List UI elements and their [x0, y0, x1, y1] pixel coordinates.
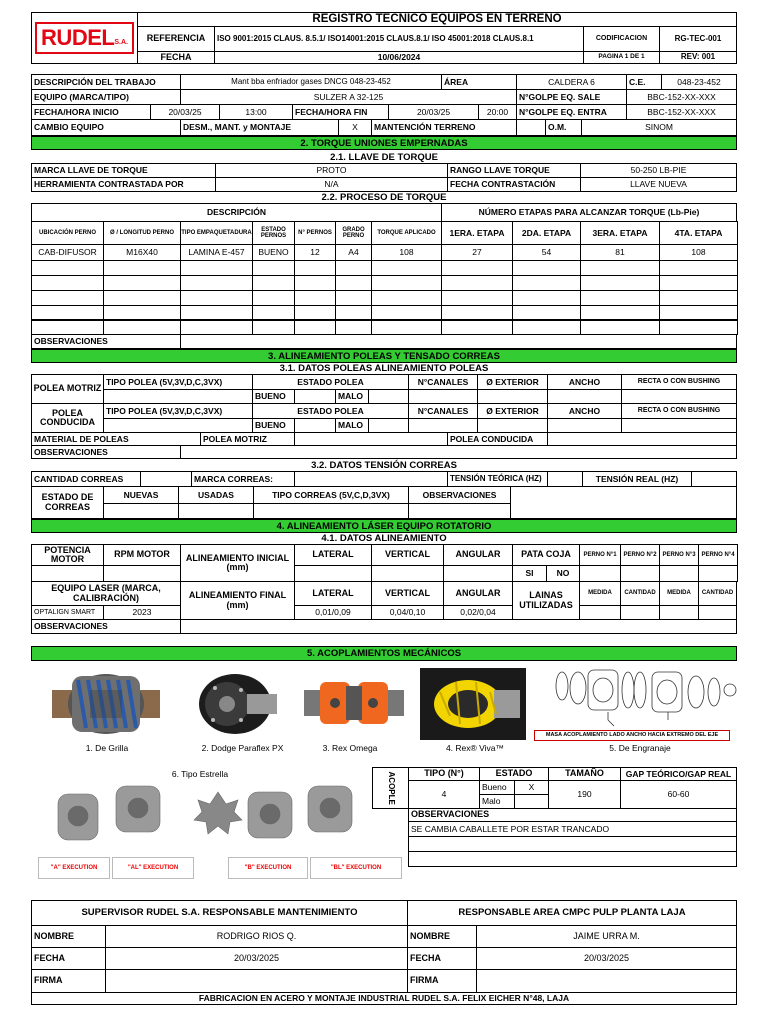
section-5-title: 5. ACOPLAMIENTOS MECÁNICOS [31, 646, 737, 661]
cod-value: RG-TEC-001 [659, 26, 737, 52]
mant-label: MANTENCIÓN TERRENO [371, 119, 517, 136]
inicio-fecha: 20/03/25 [150, 104, 220, 120]
torque-col-8: 2DA. ETAPA [512, 221, 581, 245]
gear-coupling-drawing [548, 662, 738, 732]
resp-nombre-value: JAIME URRA M. [476, 925, 737, 948]
obs-correas-blank[interactable] [408, 503, 511, 519]
logo-box [31, 12, 138, 64]
ref-label: REFERENCIA [137, 26, 215, 52]
cod-label: CODIFICACION [583, 26, 660, 52]
bueno-c-mark[interactable] [294, 418, 336, 433]
tipo-polea-m: TIPO POLEA (5V,3V,D,C,3VX) [103, 374, 253, 390]
desc-value: Mant bba enfriador gases DNCG 048-23-452 [180, 74, 442, 90]
torque-empty-cell[interactable] [31, 319, 104, 335]
obs-5-value: SE CAMBIA CABALLETE POR ESTAR TRANCADO [408, 821, 737, 837]
laser-year: 2023 [103, 605, 181, 620]
torque-empty-cell[interactable] [335, 319, 372, 335]
torque-col-9: 3ERA. ETAPA [580, 221, 660, 245]
torque-empty-cell[interactable] [512, 260, 581, 276]
exterior-m: Ø EXTERIOR [477, 374, 548, 390]
tipo-header: TIPO (N°) [408, 767, 480, 781]
ancho-c: ANCHO [547, 403, 622, 419]
estado-header: ESTADO [479, 767, 549, 781]
torque-empty-cell[interactable] [580, 275, 660, 291]
ref-value: ISO 9001:2015 CLAUS. 8.5.1/ ISO14001:2015 CLAUS.8.1/ ISO 45001:2018 CLAUS.8.1 [214, 26, 584, 52]
acople-label-text: ACOPLE [386, 771, 396, 805]
perno-value-1[interactable] [579, 565, 621, 582]
torque-empty-cell[interactable] [371, 319, 442, 335]
nuevas-label: NUEVAS [103, 486, 179, 504]
star-coupling-image [40, 782, 370, 850]
inicio-hora: 13:00 [219, 104, 293, 120]
torque-empty-cell[interactable] [335, 275, 372, 291]
obs-correas-label: OBSERVACIONES [408, 486, 511, 504]
torque-empty-cell[interactable] [441, 275, 513, 291]
recta-m: RECTA O CON BUSHING [621, 374, 737, 390]
gap-value: 60-60 [620, 780, 737, 809]
grid-coupling-image [52, 670, 160, 738]
pagina: PAGINA 1 DE 1 [583, 51, 660, 64]
estado-correas-label: ESTADO DE CORREAS [31, 486, 104, 519]
equipo-label: EQUIPO (MARCA/TIPO) [31, 89, 181, 105]
bueno-mark: X [514, 780, 549, 795]
rpm-value[interactable] [103, 565, 181, 582]
torque-cell-0: CAB-DIFUSOR [31, 244, 104, 261]
marca-correas-label: MARCA CORREAS: [191, 471, 295, 487]
rev: REV: 001 [659, 51, 737, 64]
torque-empty-cell[interactable] [580, 290, 660, 306]
bueno-label: Bueno [479, 780, 515, 795]
cantidad-1-value[interactable] [620, 605, 660, 620]
torque-cell-3: BUENO [252, 244, 295, 261]
usadas-value[interactable] [178, 503, 254, 519]
ancho-m: ANCHO [547, 374, 622, 390]
tipo-polea-c-value[interactable] [103, 418, 253, 433]
polea-conducida-label: POLEA CONDUCIDA [31, 403, 104, 433]
recta-c-value[interactable] [621, 418, 737, 433]
torque-empty-cell[interactable] [659, 260, 738, 276]
obs-2-value[interactable] [180, 334, 737, 349]
torque-empty-cell[interactable] [512, 319, 581, 335]
perno-value-4[interactable] [698, 565, 738, 582]
coupling-4-caption: 4. Rex® Viva™ [445, 743, 505, 753]
malo-label: Malo [479, 794, 515, 809]
exterior-c: Ø EXTERIOR [477, 403, 548, 419]
ce-label: C.E. [626, 74, 662, 90]
fcontr-label: FECHA CONTRASTACIÓN [447, 177, 581, 192]
obs-4-label: OBSERVACIONES [31, 619, 181, 634]
desc-header: DESCRIPCIÓN [31, 203, 442, 222]
ali-fin-label: ALINEAMIENTO FINAL (mm) [180, 581, 295, 620]
torque-empty-cell[interactable] [31, 290, 104, 306]
potencia-value[interactable] [31, 565, 104, 582]
tipo-value: 4 [408, 780, 480, 809]
rex-omega-coupling-image [300, 672, 408, 736]
sup-firma-label: FIRMA [31, 969, 106, 993]
torque-cell-7: 27 [441, 244, 513, 261]
laser-label: EQUIPO LASER (MARCA, CALIBRACIÓN) [31, 581, 181, 606]
tipo-polea-m-value[interactable] [103, 389, 253, 404]
footer: FABRICACION EN ACERO Y MONTAJE INDUSTRIAL RUDEL S.A. FELIX EICHER N°48, LAJA [31, 992, 737, 1005]
exec-b: "B" EXECUTION [228, 857, 308, 879]
rango-value: 50-250 LB-PIE [580, 163, 737, 178]
tamano-header: TAMAÑO [548, 767, 621, 781]
medida-2-value[interactable] [659, 605, 699, 620]
section-2-title: 2. TORQUE UNIONES EMPERNADAS [31, 136, 737, 150]
obs-correas-value[interactable] [510, 486, 737, 519]
obs-5-label: OBSERVACIONES [408, 808, 737, 822]
pc-value[interactable] [547, 432, 737, 446]
medida-1-value[interactable] [579, 605, 621, 620]
torque-cell-10: 108 [659, 244, 738, 261]
perno-value-3[interactable] [659, 565, 699, 582]
fin-label: FECHA/HORA FIN [292, 104, 389, 120]
angular-fin-value: 0,02/0,04 [443, 605, 513, 620]
torque-empty-cell[interactable] [441, 319, 513, 335]
tamano-value: 190 [548, 780, 621, 809]
torque-cell-5: A4 [335, 244, 372, 261]
torque-empty-cell[interactable] [103, 290, 181, 306]
golpe-entra-value: BBC-152-XX-XXX [626, 104, 737, 120]
rpm-label: RPM MOTOR [103, 544, 181, 566]
sup-nombre-label: NOMBRE [31, 925, 106, 948]
vertical-fin-value: 0,04/0,10 [371, 605, 444, 620]
canales-m-value[interactable] [408, 389, 478, 404]
sup-firma-value[interactable] [105, 969, 408, 993]
resp-firma-label: FIRMA [407, 969, 477, 993]
obs-4-value[interactable] [180, 619, 737, 634]
malo-mark[interactable] [514, 794, 549, 809]
exec-al: "AL" EXECUTION [112, 857, 194, 879]
form-title: REGISTRO TÉCNICO EQUIPOS EN TERRENO [137, 12, 737, 27]
area-label: ÁREA [441, 74, 517, 90]
tteo-label: TENSIÓN TEÓRICA (HZ) [447, 471, 548, 487]
tipo-polea-c: TIPO POLEA (5V,3V,D,C,3VX) [103, 403, 253, 419]
tipo-correas-label: TIPO CORREAS (5V,C,D,3VX) [253, 486, 409, 504]
si-label: SI [512, 565, 547, 582]
lateral-ini-label: LATERAL [294, 544, 372, 566]
fecha-value: 10/06/2024 [214, 51, 584, 64]
angular-fin-label: ANGULAR [443, 581, 513, 606]
section-3-title: 3. ALINEAMIENTO POLEAS Y TENSADO CORREAS [31, 349, 737, 363]
medida-1: MEDIDA [579, 581, 621, 606]
fin-hora: 20:00 [478, 104, 517, 120]
torque-col-10: 4TA. ETAPA [659, 221, 738, 245]
torque-empty-cell[interactable] [512, 290, 581, 306]
torque-empty-cell[interactable] [252, 260, 295, 276]
supervisor-title: SUPERVISOR RUDEL S.A. RESPONSABLE MANTENIMIENTO [31, 900, 408, 926]
perno-header-1: PERNO N°1 [579, 544, 621, 566]
coupling-3-caption: 3. Rex Omega [322, 743, 378, 753]
bueno-m: BUENO [252, 389, 295, 404]
sup-fecha-value: 20/03/2025 [105, 947, 408, 970]
torque-empty-cell[interactable] [31, 275, 104, 291]
torque-empty-cell[interactable] [335, 260, 372, 276]
pm-label: POLEA MOTRIZ [200, 432, 295, 446]
section-4-1-title: 4.1. DATOS ALINEAMIENTO [321, 533, 447, 544]
torque-empty-cell[interactable] [441, 290, 513, 306]
inicio-label: FECHA/HORA INICIO [31, 104, 151, 120]
resp-firma-value[interactable] [476, 969, 737, 993]
tteo-value[interactable] [547, 471, 583, 487]
canales-m: N°CANALES [408, 374, 478, 390]
masa-note: MASA ACOPLAMIENTO LADO ANCHO HACIA EXTREMO DEL EJE [534, 730, 730, 741]
torque-cell-8: 54 [512, 244, 581, 261]
recta-m-value[interactable] [621, 389, 737, 404]
golpe-entra-label: N°GOLPE EQ. ENTRA [516, 104, 627, 120]
logo-text: RUDEL [41, 25, 115, 51]
desc-label: DESCRIPCIÓN DEL TRABAJO [31, 74, 181, 90]
resp-nombre-label: NOMBRE [407, 925, 477, 948]
torque-col-6: TORQUE APLICADO [371, 221, 442, 245]
torque-empty-cell[interactable] [294, 319, 336, 335]
perno-value-2[interactable] [620, 565, 660, 582]
lainas-label: LAINAS UTILIZADAS [512, 581, 580, 620]
rango-label: RANGO LLAVE TORQUE [447, 163, 581, 178]
torque-cell-4: 12 [294, 244, 336, 261]
torque-col-0: UBICACIÓN PERNO [31, 221, 104, 245]
golpe-sale-value: BBC-152-XX-XXX [626, 89, 737, 105]
canales-c: N°CANALES [408, 403, 478, 419]
torque-empty-cell[interactable] [252, 319, 295, 335]
torque-empty-cell[interactable] [659, 275, 738, 291]
cant-correas-label: CANTIDAD CORREAS [31, 471, 141, 487]
pata-coja-label: PATA COJA [512, 544, 580, 566]
torque-empty-cell[interactable] [335, 290, 372, 306]
torque-empty-cell[interactable] [252, 290, 295, 306]
canales-c-value[interactable] [408, 418, 478, 433]
ce-value: 048-23-452 [661, 74, 737, 90]
obs-3-value[interactable] [180, 445, 737, 459]
paraflex-coupling-image [185, 670, 285, 738]
angular-ini-value[interactable] [443, 565, 513, 582]
resp-fecha-label: FECHA [407, 947, 477, 970]
fecha-label: FECHA [137, 51, 215, 64]
golpe-sale-label: N°GOLPE EQ. SALE [516, 89, 627, 105]
gap-header: GAP TEÓRICO/GAP REAL [620, 767, 737, 781]
ancho-c-value[interactable] [547, 418, 622, 433]
cambio-label: CAMBIO EQUIPO [31, 119, 181, 136]
vertical-ini-label: VERTICAL [371, 544, 444, 566]
treal-value[interactable] [691, 471, 737, 487]
torque-empty-cell[interactable] [371, 275, 442, 291]
rudel-logo [35, 22, 134, 53]
vertical-fin-label: VERTICAL [371, 581, 444, 606]
medida-2: MEDIDA [659, 581, 699, 606]
torque-empty-cell[interactable] [580, 260, 660, 276]
torque-empty-cell[interactable] [180, 275, 253, 291]
torque-cell-6: 108 [371, 244, 442, 261]
bueno-m-mark[interactable] [294, 389, 336, 404]
pc-label: POLEA CONDUCIDA [447, 432, 548, 446]
desm-mark: X [338, 119, 372, 136]
malo-c-mark[interactable] [368, 418, 409, 433]
exterior-c-value[interactable] [477, 418, 548, 433]
nuevas-value[interactable] [103, 503, 179, 519]
usadas-label: USADAS [178, 486, 254, 504]
cantidad-1: CANTIDAD [620, 581, 660, 606]
torque-col-4: N° PERNOS [294, 221, 336, 245]
obs-2-label: OBSERVACIONES [31, 334, 181, 349]
exec-bl: "BL" EXECUTION [310, 857, 402, 879]
torque-empty-cell[interactable] [180, 319, 253, 335]
malo-c: MALO [335, 418, 369, 433]
resp-fecha-value: 20/03/2025 [476, 947, 737, 970]
torque-col-7: 1ERA. ETAPA [441, 221, 513, 245]
torque-col-3: ESTADO PERNOS [252, 221, 295, 245]
fcontr-value: LLAVE NUEVA [580, 177, 737, 192]
malo-m: MALO [335, 389, 369, 404]
equipo-value: SULZER A 32-125 [180, 89, 517, 105]
torque-empty-cell[interactable] [294, 260, 336, 276]
etapas-header: NÚMERO ETAPAS PARA ALCANZAR TORQUE (Lb-Pie) [441, 203, 737, 222]
torque-empty-cell[interactable] [371, 290, 442, 306]
lateral-ini-value[interactable] [294, 565, 372, 582]
torque-empty-cell[interactable] [103, 275, 181, 291]
potencia-label: POTENCIA MOTOR [31, 544, 104, 566]
torque-empty-cell[interactable] [580, 319, 660, 335]
recta-c: RECTA O CON BUSHING [621, 403, 737, 419]
cantidad-2-value[interactable] [698, 605, 737, 620]
torque-empty-cell[interactable] [31, 260, 104, 276]
sup-fecha-label: FECHA [31, 947, 106, 970]
torque-empty-cell[interactable] [294, 290, 336, 306]
exterior-m-value[interactable] [477, 389, 548, 404]
vertical-ini-value[interactable] [371, 565, 444, 582]
lateral-fin-label: LATERAL [294, 581, 372, 606]
no-label: NO [546, 565, 580, 582]
pm-value[interactable] [294, 432, 448, 446]
om-label: O.M. [545, 119, 582, 136]
estado-polea-m: ESTADO POLEA [252, 374, 409, 390]
torque-empty-cell[interactable] [252, 275, 295, 291]
coupling-2-caption: 2. Dodge Paraflex PX [201, 743, 284, 753]
herr-label: HERRAMIENTA CONTRASTADA POR [31, 177, 216, 192]
obs-5-line-2[interactable] [408, 836, 737, 852]
ancho-m-value[interactable] [547, 389, 622, 404]
acople-label [372, 767, 409, 809]
responsable-title: RESPONSABLE AREA CMPC PULP PLANTA LAJA [407, 900, 737, 926]
fin-fecha: 20/03/25 [388, 104, 479, 120]
torque-col-2: TIPO EMPAQUETADURA [180, 221, 253, 245]
herr-value: N/A [215, 177, 448, 192]
torque-empty-cell[interactable] [659, 319, 738, 335]
obs-5-line-3[interactable] [408, 851, 737, 867]
torque-cell-2: LAMINA E-457 [180, 244, 253, 261]
exec-a: "A" EXECUTION [38, 857, 110, 879]
torque-empty-cell[interactable] [371, 260, 442, 276]
torque-empty-cell[interactable] [180, 260, 253, 276]
logo-sa: S.A. [114, 39, 128, 47]
sup-nombre-value: RODRIGO RIOS Q. [105, 925, 408, 948]
coupling-5-caption: 5. De Engranaje [609, 743, 671, 753]
area-value: CALDERA 6 [516, 74, 627, 90]
section-3-2-title: 3.2. DATOS TENSIÓN CORREAS [311, 459, 457, 471]
malo-m-mark[interactable] [368, 389, 409, 404]
torque-empty-cell[interactable] [512, 275, 581, 291]
coupling-6-caption: 6. Tipo Estrella [171, 769, 229, 779]
cantidad-2: CANTIDAD [698, 581, 737, 606]
marca-correas-value[interactable] [294, 471, 448, 487]
section-2-2-title: 2.2. PROCESO DE TORQUE [321, 192, 447, 203]
mant-mark-cell [516, 119, 546, 136]
cant-correas-value[interactable] [140, 471, 192, 487]
lateral-fin-value: 0,01/0,09 [294, 605, 372, 620]
angular-ini-label: ANGULAR [443, 544, 513, 566]
torque-cell-9: 81 [580, 244, 660, 261]
coupling-1-caption: 1. De Grilla [85, 743, 129, 753]
torque-empty-cell[interactable] [180, 290, 253, 306]
section-2-1-title: 2.1. LLAVE DE TORQUE [330, 151, 438, 163]
perno-header-3: PERNO N°3 [659, 544, 699, 566]
torque-cell-1: M16X40 [103, 244, 181, 261]
laser-value: OPTALIGN SMART [31, 605, 104, 620]
torque-col-5: GRADO PERNO [335, 221, 372, 245]
material-label: MATERIAL DE POLEAS [31, 432, 201, 446]
torque-empty-cell[interactable] [659, 290, 738, 306]
marca-llave-label: MARCA LLAVE DE TORQUE [31, 163, 216, 178]
perno-header-2: PERNO N°2 [620, 544, 660, 566]
torque-empty-cell[interactable] [441, 260, 513, 276]
polea-motriz-label: POLEA MOTRIZ [31, 374, 104, 404]
section-4-title: 4. ALINEAMIENTO LÁSER EQUIPO ROTATORIO [31, 519, 737, 533]
rex-viva-coupling-image [420, 668, 526, 740]
estado-polea-c: ESTADO POLEA [252, 403, 409, 419]
bueno-c: BUENO [252, 418, 295, 433]
torque-empty-cell[interactable] [103, 319, 181, 335]
torque-empty-cell[interactable] [294, 275, 336, 291]
desm-label: DESM., MANT. y MONTAJE [180, 119, 339, 136]
obs-3-label: OBSERVACIONES [31, 445, 181, 459]
torque-col-1: Ø / LONGITUD PERNO [103, 221, 181, 245]
ali-ini-label: ALINEAMIENTO INICIAL (mm) [180, 544, 295, 582]
marca-llave-value: PROTO [215, 163, 448, 178]
torque-empty-cell[interactable] [103, 260, 181, 276]
perno-header-4: PERNO N°4 [698, 544, 738, 566]
om-value: SINOM [581, 119, 737, 136]
section-3-1-title: 3.1. DATOS POLEAS ALINEAMIENTO POLEAS [279, 363, 489, 374]
treal-label: TENSIÓN REAL (HZ) [582, 471, 692, 487]
tipo-correas-value[interactable] [253, 503, 409, 519]
